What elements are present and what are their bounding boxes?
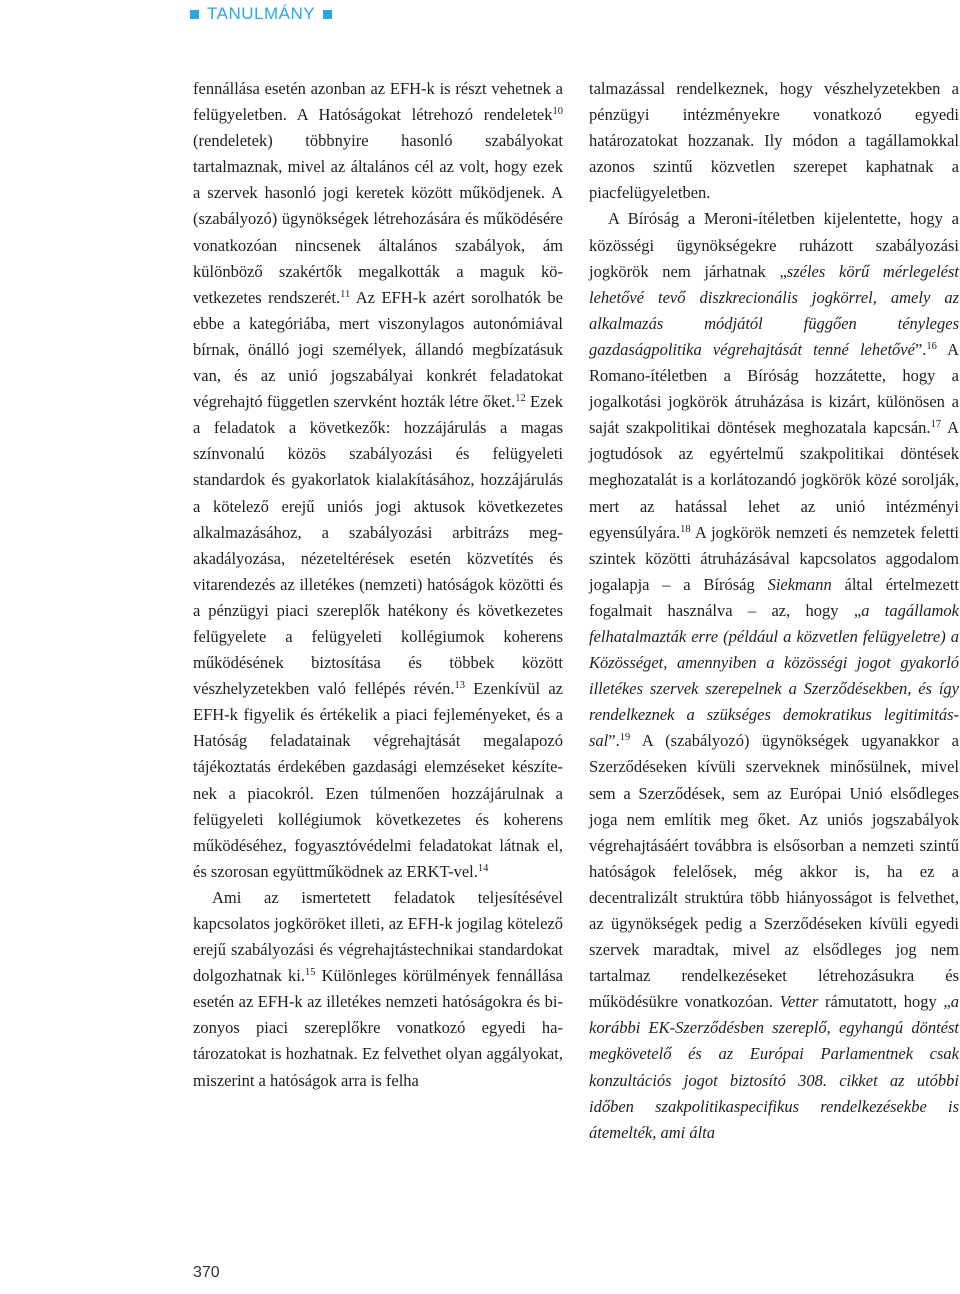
section-label: TANULMÁNY	[207, 4, 316, 23]
body-paragraph	[589, 76, 959, 206]
footnote-reference: 13	[454, 680, 465, 692]
paragraph-text: A jogkörök nemzeti és nemzetek feletti szintek közötti átruházásával kapcsolatos aggodalom jogalapja – a Bíróság	[589, 522, 959, 594]
paragraph-text: A jogtudósok az egyértelmű szakpolitikai döntések meghozatalát is a korlátozandó jogkörök közé sorolják, mert az hatással lehet az unió intézményi egyensúlyára.	[589, 418, 959, 542]
italic-quote-text: a tagállamok felhatalmazták erre (például a közvetlen felügyeletre) a Közösséget, amennyiben a közösségi jogot gyakorló illetékes szervek szerepelnek a Szerződésekben, és így rendelkeznek a szükséges demokratikus legitimitással	[589, 600, 959, 751]
footnote-reference: 17	[930, 419, 942, 431]
footnote-reference: 19	[619, 732, 631, 744]
footnote-reference: 16	[926, 340, 937, 352]
square-bullet-icon	[190, 10, 199, 19]
left-text-column	[193, 76, 563, 1094]
paragraph-text: talmazással rendelkeznek, hogy vészhelyzetekben a pénzügyi intézményekre vonatkozó egyedi határozatokat hozzanak. Ily módon a tagállamokkal azonos szintű közvetlen szerepet kaphatnak a piacfelügyeletben.	[589, 79, 959, 203]
paragraph-text: A Romano-ítéletben a Bíróság hozzátette, hogy a jogalkotási jogkörök átruházása is kizárt, különösen a saját szakpolitikai döntések meghozatala kapcsán.	[589, 339, 959, 438]
paragraph-text: ”.	[914, 339, 927, 359]
footnote-reference: 10	[552, 106, 563, 118]
square-bullet-icon	[323, 10, 332, 19]
footnote-reference: 14	[477, 862, 489, 874]
italic-quote-text: a korábbi EK-Szerződésben szereplő, egyhangú döntést megkövetelő és az Európai Parlamentnek csak konzultációs jogot biztosító 308. cikket az utóbbi időben szakpolitikaspecifikus rendelkezésekbe is átemelték, ami álta	[589, 992, 960, 1142]
paragraph-text: Ezenkívül az EFH-k figyelik és értékelik a piaci fejleményeket, és a Hatóság feladatainak végrehajtását megalapozó tájékoztatás érdekében gazdasági elemzéseket készítenek a piacokról. Ezen túlmenően hozzájárulnak a felügyeleti kollégiumok következetes és koherens működéséhez, fogyasztóvédelmi feladatokat látnak el, és szorosan együttműködnek az ERKT-vel.	[193, 679, 563, 881]
paragraph-text: Ezek a feladatok a következők: hozzájárulás a magas színvonalú közös szabályozási és felügyeleti standardok és gyakorlatok kialakításához, hozzájárulás a kötelező erejű uniós jogi aktusok következetes alkalmazásához, a szabályozási arbitrázs megakadályozása, nézeteltérések esetén közvetítés és vitarendezés az illetékes (nemzeti) hatóságok közötti és a pénzügyi piaci szereplők hatékony és következetes felügyelete a felügyeleti kollégiumok koherens működésének biztosítása és többek között vészhelyzetekben való fellépés révén.	[193, 392, 563, 699]
paragraph-text: A (szabályozó) ügynökségek ugyanakkor a Szerződéseken kívüli szerveknek minősülnek, mivel sem a Szerződések, sem az Európai Unió elsődleges joga nem említik meg őket. Az uniós jogszabályok végrehajtásáért továbbra is elsősorban a nemzeti szintű hatóságok felelősek, még akkor is, ha ez a decentralizált struktúra több hiányosságot is felvethet, az ügynökségek pedig a Szerződéseken kívüli egyedi szervek maradtak, mivel az elsődleges jog nem tartalmaz rendelkezéseket létrehozásukra és működésükre vonatkozóan.	[589, 731, 959, 1012]
italic-quote-text: Vetter	[779, 992, 819, 1012]
paragraph-text: A Bíróság a Meroni-ítéletben kijelentette, hogy a közösségi ügynökségekre ruházott szabályozási jogkörök nem járhatnak „	[589, 209, 959, 281]
italic-quote-text: Siekmann	[767, 574, 832, 594]
body-paragraph	[589, 206, 959, 1145]
footnote-reference: 12	[515, 393, 526, 405]
paragraph-text: fennállása esetén azonban az EFH-k is részt vehetnek a felügyeletben. A Hatóságokat létrehozó rendeletek	[193, 79, 563, 125]
section-header	[190, 4, 332, 24]
paragraph-text: rámutatott, hogy „	[818, 992, 951, 1012]
paragraph-text: által értelmezett fogalmait használva – az, hogy „	[589, 574, 959, 620]
paragraph-text: (rendeletek) többnyire hasonló szabályokat tartalmaznak, mivel az általános cél az volt, hogy ezek a szervek hasonló jogi keretek között működjenek. A (szabályozó) ügynökségek létrehozására és működésére vonatkozóan nincsenek általános szabályok, ám különböző szakértők megalkották a maguk következetes rendszerét.	[193, 131, 563, 307]
paragraph-text: Ami az ismertetett feladatok teljesítésével kapcsolatos jogköröket illeti, az EFH-k jogilag kötelező erejű szabályozási és végrehajtástechnikai standardokat dolgozhatnak ki.	[193, 887, 563, 986]
body-paragraph	[193, 76, 563, 885]
italic-quote-text: széles körű mérlegelést lehetővé tevő diszkrecionális jogkörrel, amely az alkalmazás módjától függően tényleges gazdaságpolitika végrehajtását tenné lehetővé	[589, 261, 959, 359]
page-number: 370	[193, 1264, 220, 1281]
right-text-column	[589, 76, 959, 1146]
paragraph-text: ”.	[608, 731, 620, 751]
paragraph-text: Különleges körülmények fennállása esetén az EFH-k az illetékes nemzeti hatóságokra és bizonyos piaci szereplőkre vonatkozó egyedi határozatokat is hozhatnak. Ez felvethet olyan aggályokat, miszerint a hatóságok arra is felha	[193, 966, 564, 1090]
footnote-reference: 15	[305, 967, 316, 979]
footnote-reference: 18	[680, 523, 691, 535]
paragraph-text: Az EFH-k azért sorolhatók be ebbe a kategóriába, mert viszonylagos autonómiával bírnak, önálló jogi személyek, állandó megbízatásuk van, és az unió jogszabályai konkrét feladatokat végrehajtó független szervként hozták létre őket.	[193, 287, 563, 412]
footnote-reference: 11	[340, 288, 351, 300]
body-paragraph	[193, 885, 563, 1094]
